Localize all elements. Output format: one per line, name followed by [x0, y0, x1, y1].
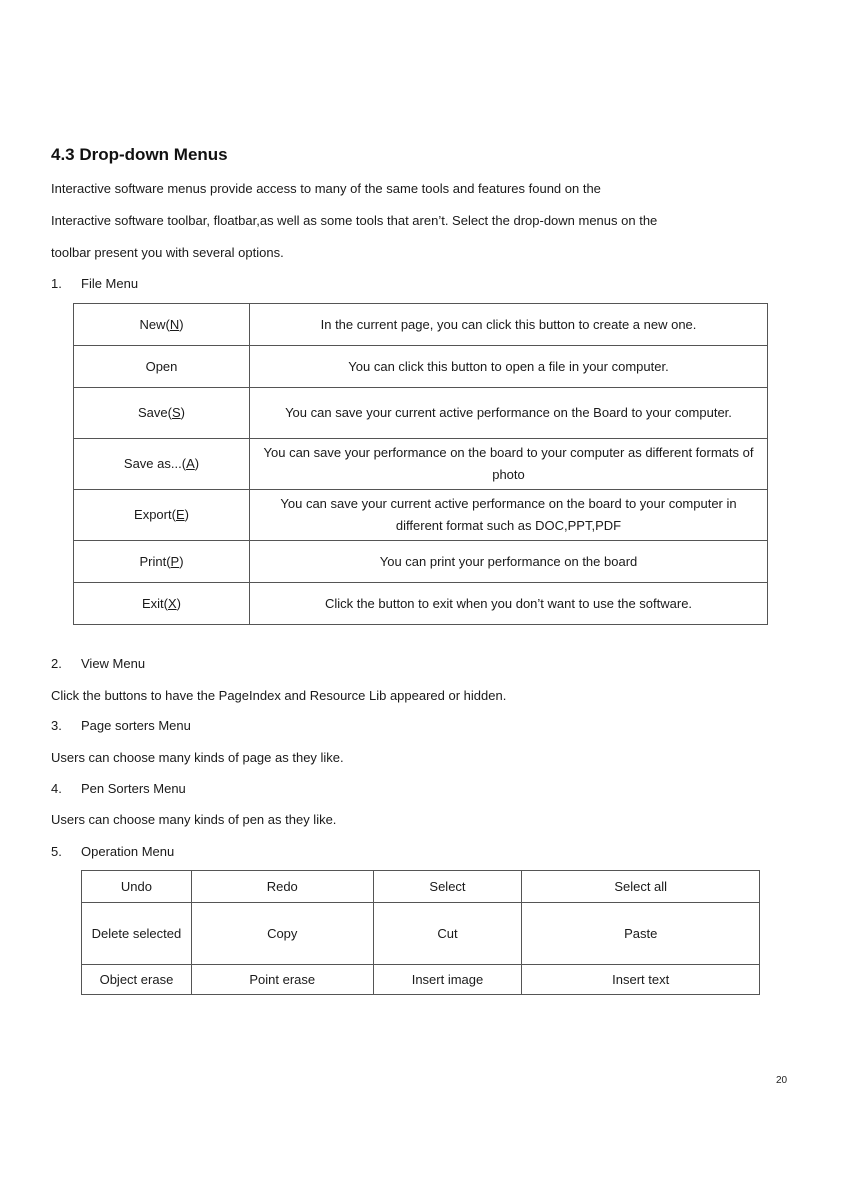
table-cell: Object erase: [82, 965, 192, 995]
intro-line-3: toolbar present you with several options.: [51, 245, 284, 260]
list-item-pen-sorters-menu: [51, 781, 186, 796]
list-item-file-menu: [51, 276, 138, 291]
table-row: [74, 583, 768, 625]
page-number: 20: [776, 1075, 788, 1086]
command-cell: New(N): [74, 304, 250, 346]
list-number: 2.: [51, 656, 62, 671]
list-number: 3.: [51, 718, 62, 733]
table-cell: Copy: [191, 903, 373, 965]
table-cell: Redo: [191, 871, 373, 903]
list-number: 5.: [51, 844, 62, 859]
list-item-page-sorters-menu: [51, 718, 191, 733]
table-row: [74, 304, 768, 346]
table-cell: Delete selected: [82, 903, 192, 965]
table-row: [74, 541, 768, 583]
intro-line-1: Interactive software menus provide access to many of the same tools and features found on the: [51, 181, 601, 196]
command-cell: Exit(X): [74, 583, 250, 625]
pen-sorters-description: Users can choose many kinds of pen as they like.: [51, 812, 337, 827]
description-cell: You can save your current active performance on the board to your computer in different format such as DOC,PPT,PDF: [250, 490, 768, 541]
table-cell: Select all: [522, 871, 760, 903]
table-cell: Cut: [373, 903, 522, 965]
table-row: [74, 346, 768, 388]
table-cell: Undo: [82, 871, 192, 903]
command-cell: Save as...(A): [74, 439, 250, 490]
intro-line-2: Interactive software toolbar, floatbar,as well as some tools that aren’t. Select the drop-down menus on the: [51, 213, 658, 228]
page-sorters-description: Users can choose many kinds of page as they like.: [51, 750, 344, 765]
table-cell: Select: [373, 871, 522, 903]
description-cell: You can click this button to open a file in your computer.: [250, 346, 768, 388]
section-title: 4.3 Drop-down Menus: [51, 145, 228, 164]
command-cell: Save(S): [74, 388, 250, 439]
table-cell: Insert image: [373, 965, 522, 995]
table-row: [74, 490, 768, 541]
table-row: [82, 965, 760, 995]
table-row: [82, 871, 760, 903]
description-cell: You can save your current active performance on the Board to your computer.: [250, 388, 768, 439]
list-number: 4.: [51, 781, 62, 796]
table-cell: Point erase: [191, 965, 373, 995]
description-cell: You can print your performance on the board: [250, 541, 768, 583]
description-cell: You can save your performance on the board to your computer as different formats of photo: [250, 439, 768, 490]
table-row: [74, 439, 768, 490]
command-cell: Export(E): [74, 490, 250, 541]
list-number: 1.: [51, 276, 62, 291]
list-label: File Menu: [81, 276, 139, 291]
table-row: [82, 903, 760, 965]
description-cell: Click the button to exit when you don’t want to use the software.: [250, 583, 768, 625]
view-menu-description: Click the buttons to have the PageIndex and Resource Lib appeared or hidden.: [51, 688, 507, 703]
file-menu-table: [73, 303, 768, 625]
table-row: [74, 388, 768, 439]
list-label: Operation Menu: [81, 844, 175, 859]
list-item-operation-menu: [51, 844, 174, 859]
list-label: View Menu: [81, 656, 146, 671]
list-item-view-menu: [51, 656, 145, 671]
table-cell: Insert text: [522, 965, 760, 995]
list-label: Pen Sorters Menu: [81, 781, 186, 796]
command-cell: Open: [74, 346, 250, 388]
command-cell: Print(P): [74, 541, 250, 583]
list-label: Page sorters Menu: [81, 718, 191, 733]
table-cell: Paste: [522, 903, 760, 965]
operation-menu-table: [81, 870, 760, 995]
description-cell: In the current page, you can click this button to create a new one.: [250, 304, 768, 346]
